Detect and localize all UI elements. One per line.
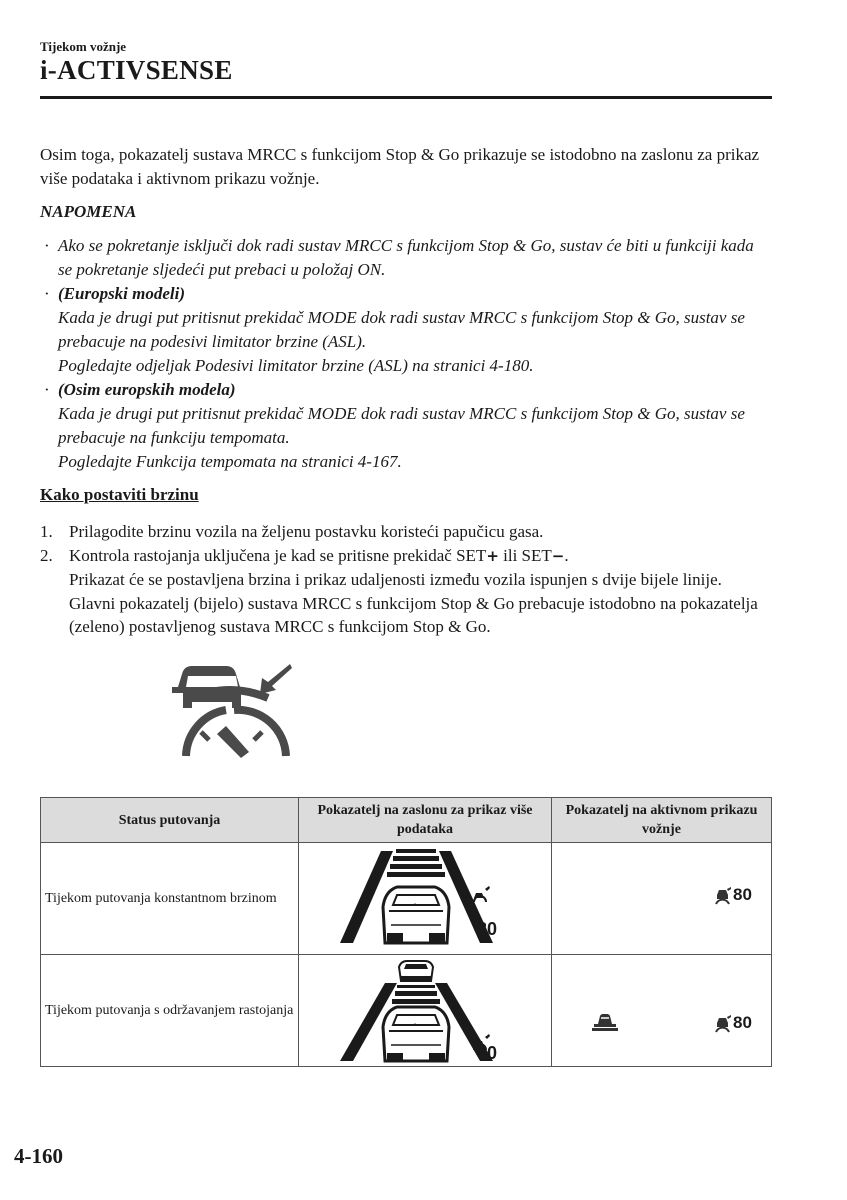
note-item [44, 378, 764, 474]
multi-info-display-cell [299, 843, 552, 955]
plus-symbol: + [486, 546, 499, 565]
set-speed-readout: 80 [477, 1043, 498, 1063]
active-display-speed: 80 [733, 885, 752, 904]
table-row [41, 843, 772, 955]
note-reference: Pogledajte Funkcija tempomata na stranici 4-167. [58, 452, 402, 471]
active-display-speed: 80 [733, 1013, 752, 1032]
status-cell: Tijekom putovanja s održavanjem rastojanja [41, 955, 299, 1067]
step-item [40, 520, 770, 544]
multi-info-display-cell [299, 955, 552, 1067]
step-text: ili SET [498, 545, 552, 565]
note-text: Ako se pokretanje isključi dok radi sustav MRCC s funkcijom Stop & Go, sustav će biti u funkciji kada se pokretanje sljedeći put prebaci u položaj ON. [58, 236, 754, 279]
col-header-active-driving-display: Pokazatelj na aktivnom prikazu vožnje [552, 798, 772, 843]
section-label: Tijekom vožnje [40, 39, 127, 54]
note-text: Kada je drugi put pritisnut prekidač MODE dok radi sustav MRCC s funkcijom Stop & Go, sustav se prebacuje na funkciju tempomata. [58, 404, 745, 447]
step-detail: Prikazat će se postavljena brzina i prikaz udaljenosti između vozila ispunjen s dvije bijele linije. Glavni pokazatelj (bijelo) sustava MRCC s funkcijom Stop & Go prebacuje istodobno na pokazatelja (zeleno) postavljenog sustava MRCC s funkcijom Stop & Go. [69, 570, 758, 636]
page-title: i-ACTIVSENSE [40, 55, 233, 85]
note-item [44, 282, 764, 378]
steps-list [40, 520, 770, 639]
note-bullet: · [44, 380, 50, 399]
note-head: (Europski modeli) [58, 284, 186, 303]
lead-vehicle-icon [399, 961, 433, 981]
col-header-multi-info-display: Pokazatelj na zaslonu za prikaz više podataka [299, 798, 552, 843]
own-car-icon [383, 887, 449, 943]
step-text: Prilagodite brzinu vozila na željenu postavku koristeći papučicu gasa. [69, 522, 544, 541]
note-bullet: · [44, 284, 50, 303]
mrcc-indicator-icon [714, 887, 732, 905]
own-car-icon [383, 1007, 449, 1061]
mrcc-indicator-icon [714, 1015, 732, 1033]
note-list [44, 234, 764, 474]
step-text: Kontrola rastojanja uključena je kad se pritisne prekidač SET [69, 545, 487, 565]
active-driving-display-cell [552, 955, 772, 1067]
table-header-row [41, 798, 772, 843]
minus-symbol: − [551, 546, 565, 565]
speed-heading: Kako postaviti brzinu [40, 485, 199, 504]
note-bullet: · [44, 236, 50, 255]
vehicle-distance-icon [590, 1012, 620, 1032]
step-number: 2. [40, 545, 53, 565]
intro-paragraph: Osim toga, pokazatelj sustava MRCC s funkcijom Stop & Go prikazuje se istodobno na zaslonu za prikaz više podataka i aktivnom prikazu vožnje. [40, 145, 760, 188]
page-number: 4-160 [14, 1144, 63, 1168]
step-item [40, 544, 770, 639]
note-item [44, 234, 764, 282]
title-divider [40, 96, 772, 99]
note-reference: Pogledajte odjeljak Podesivi limitator brzine (ASL) na stranici 4-180. [58, 356, 534, 375]
table-row [41, 955, 772, 1067]
note-title: NAPOMENA [40, 202, 137, 221]
mrcc-stop-go-indicator-icon [168, 660, 292, 760]
status-table [40, 797, 772, 1067]
step-number: 1. [40, 522, 53, 541]
active-driving-display-cell [552, 843, 772, 955]
col-header-status: Status putovanja [41, 798, 299, 843]
note-text: Kada je drugi put pritisnut prekidač MODE dok radi sustav MRCC s funkcijom Stop & Go, sustav se prebacuje na podesivi limitator brzine (ASL). [58, 308, 745, 351]
status-cell: Tijekom putovanja konstantnom brzinom [41, 843, 299, 955]
step-text: . [564, 545, 569, 565]
note-head: (Osim europskih modela) [58, 380, 236, 399]
set-speed-readout: 80 [477, 919, 498, 939]
mrcc-mini-icon [474, 886, 490, 902]
